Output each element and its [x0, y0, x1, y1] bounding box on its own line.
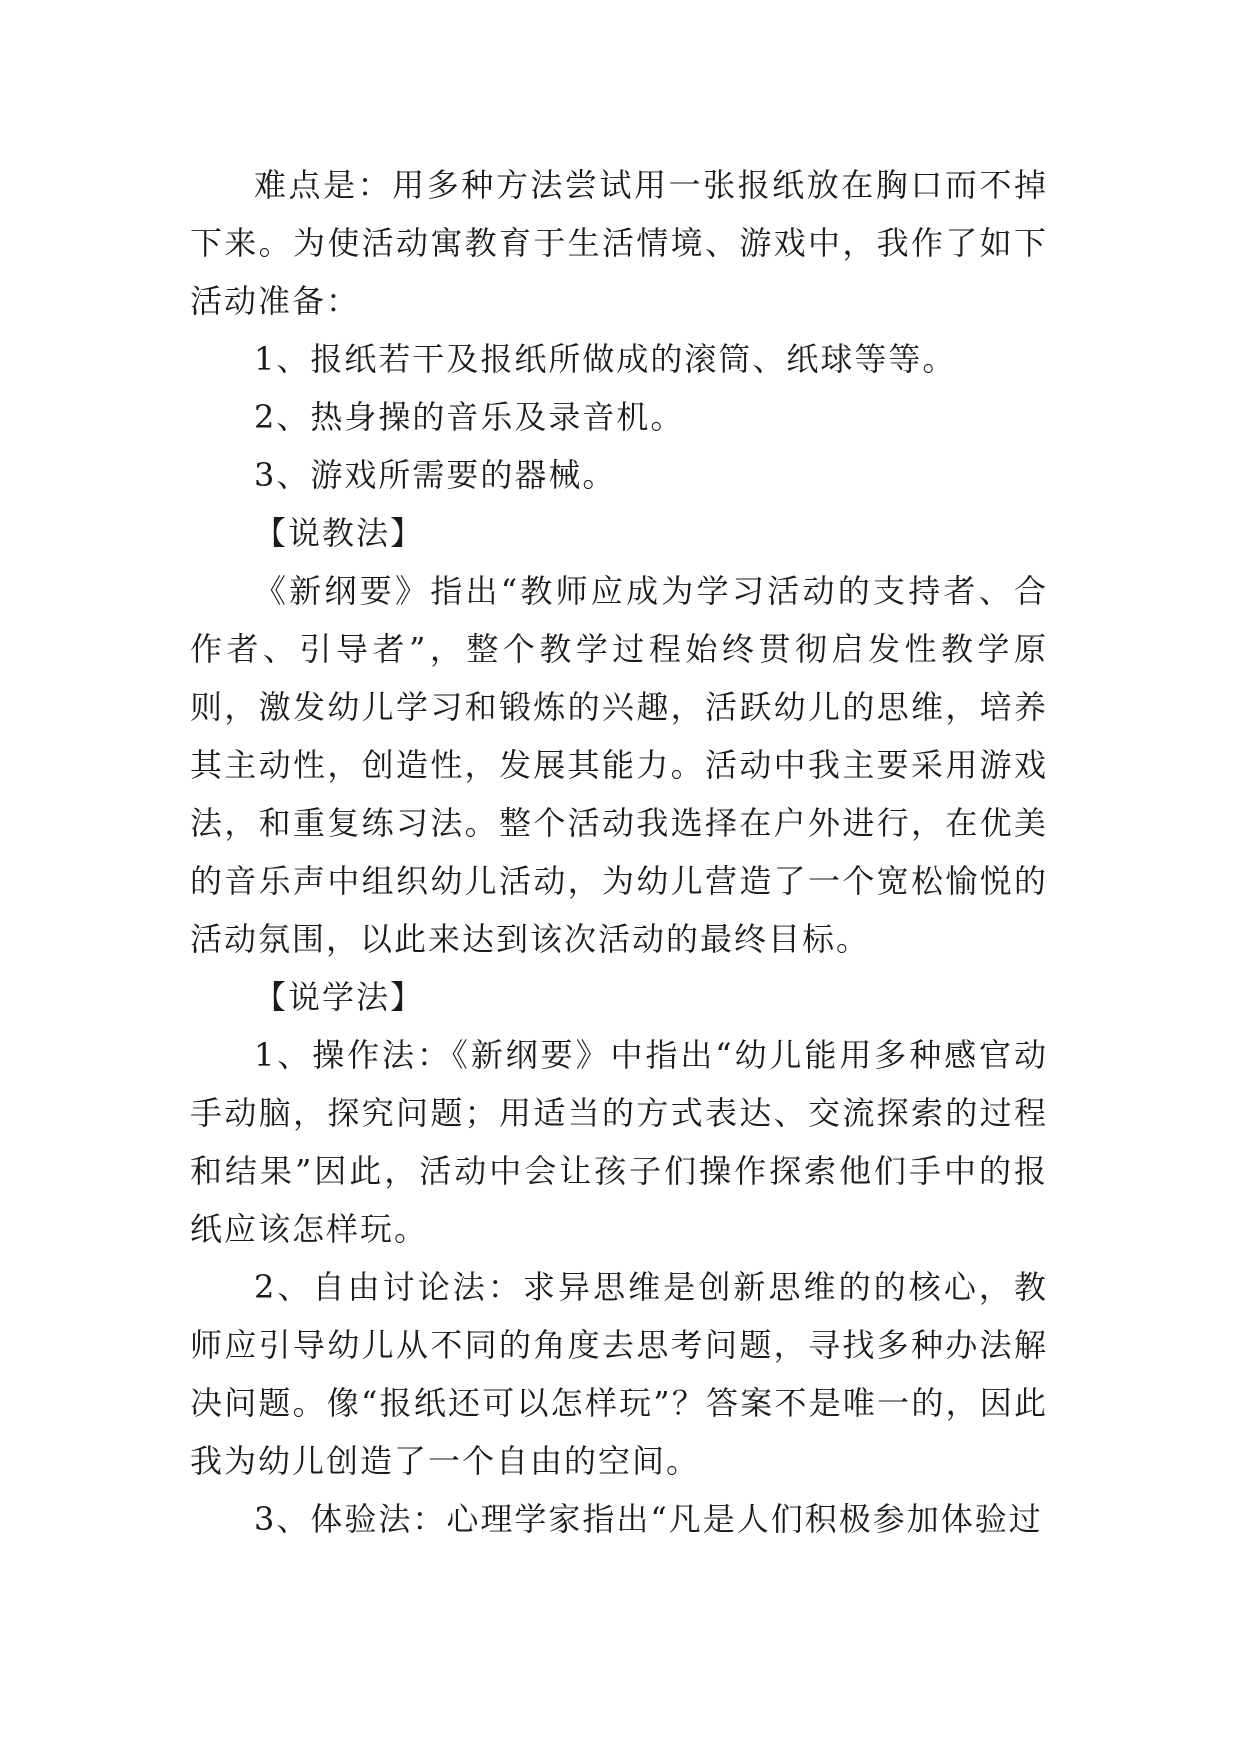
section-heading-teaching-method: 【说教法】 — [254, 514, 425, 552]
document-body — [190, 156, 1048, 1548]
list-item-game-equipment: 3、游戏所需要的器械。 — [254, 456, 617, 494]
paragraph-free-discussion-method: 2、自由讨论法：求异思维是创新思维的的核心，教师应引导幼儿从不同的角度去思考问题，寻找多种办法解决问题。像“报纸还可以怎样玩”？答案不是唯一的，因此我为幼儿创造了一个自由的空间。 — [190, 1268, 1048, 1480]
list-item-newspaper-materials: 1、报纸若干及报纸所做成的滚筒、纸球等等。 — [254, 340, 957, 378]
section-heading-learning-method: 【说学法】 — [254, 978, 425, 1016]
paragraph-difficulty-and-preparation: 难点是：用多种方法尝试用一张报纸放在胸口而不掉下来。为使活动寓教育于生活情境、游戏中，我作了如下活动准备： — [190, 166, 1048, 320]
paragraph-teaching-method: 《新纲要》指出“教师应成为学习活动的支持者、合作者、引导者”，整个教学过程始终贯彻启发性教学原则，激发幼儿学习和锻炼的兴趣，活跃幼儿的思维，培养其主动性，创造性，发展其能力。活动中我主要采用游戏法，和重复练习法。整个活动我选择在户外进行，在优美的音乐声中组织幼儿活动，为幼儿营造了一个宽松愉悦的活动氛围，以此来达到该次活动的最终目标。 — [190, 572, 1048, 958]
list-item-music-recorder: 2、热身操的音乐及录音机。 — [254, 398, 685, 436]
paragraph-experience-method: 3、体验法：心理学家指出“凡是人们积极参加体验过 — [254, 1500, 1043, 1538]
paragraph-operation-method: 1、操作法：《新纲要》中指出“幼儿能用多种感官动手动脑，探究问题；用适当的方式表达、交流探索的过程和结果”因此，活动中会让孩子们操作探索他们手中的报纸应该怎样玩。 — [190, 1036, 1048, 1248]
